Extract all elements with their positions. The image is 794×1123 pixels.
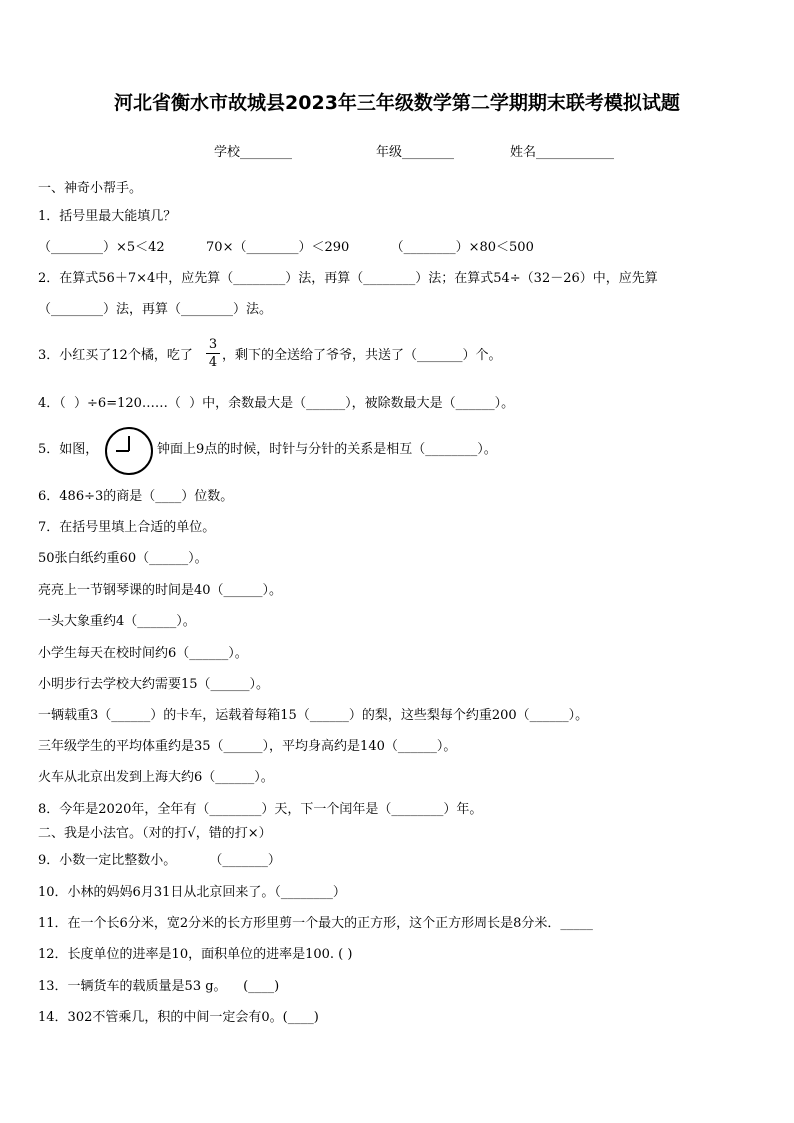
question-1: 1．括号里最大能填几？ [38, 209, 177, 224]
question-4: 4．（ ）÷6=120……（ ）中，余数最大是（______），被除数最大是（______）。 [38, 396, 515, 411]
fraction-bar [206, 353, 220, 354]
question-7-item-a: 50张白纸约重60（______）。 [38, 551, 208, 566]
question-7-item-f: 一辆载重3（______）的卡车，运载着每箱15（______）的梨，这些梨每个约重200（______）。 [38, 708, 589, 723]
fraction-numerator: 3 [208, 337, 218, 352]
question-11: 11．在一个长6分米，宽2分米的长方形里剪一个最大的正方形，这个正方形周长是8分米．_____ [38, 916, 593, 931]
clock-icon [105, 427, 153, 475]
fraction-denominator: 4 [208, 355, 218, 370]
fraction-three-quarters [206, 337, 220, 370]
grade-field: 年级________ [376, 145, 455, 160]
question-7: 7．在括号里填上合适的单位。 [38, 520, 216, 535]
question-3-suffix: ，剩下的全送给了爷爷，共送了（_______）个。 [222, 348, 502, 363]
clock-hands [107, 429, 151, 473]
question-7-item-e: 小明步行去学校大约需要15（______）。 [38, 677, 270, 692]
question-9: 9．小数一定比整数小。 （_______） [38, 853, 281, 868]
question-6: 6．486÷3的商是（____）位数。 [38, 489, 234, 504]
question-14: 14．302不管乘几，积的中间一定会有0。(____) [38, 1010, 319, 1025]
question-2-line-2: （________）法，再算（________）法。 [38, 302, 273, 317]
question-3-prefix: 3．小红买了12个橘，吃了 [38, 348, 193, 363]
question-7-item-d: 小学生每天在校时间约6（______）。 [38, 646, 248, 661]
question-12: 12．长度单位的进率是10，面积单位的进率是100. ( ) [38, 947, 353, 962]
question-7-item-g: 三年级学生的平均体重约是35（______），平均身高约是140（______）。 [38, 739, 457, 754]
name-field: 姓名____________ [510, 145, 615, 160]
question-1-blanks: （________）×5＜42 70×（________）＜290 （________）×80＜500 [38, 240, 534, 255]
section-2-heading: 二、我是小法官。（对的打√，错的打×） [38, 826, 272, 841]
page-title: 河北省衡水市故城县2023年三年级数学第二学期期末联考模拟试题 [114, 92, 680, 114]
question-7-item-c: 一头大象重约4（______）。 [38, 614, 196, 629]
question-2-line-1: 2．在算式56＋7×4中，应先算（________）法，再算（________）法；在算式54÷（32－26）中，应先算 [38, 271, 658, 286]
question-5-prefix: 5．如图， [38, 442, 99, 457]
question-10: 10．小林的妈妈6月31日从北京回来了。（________） [38, 885, 346, 900]
school-field: 学校________ [214, 145, 293, 160]
question-7-item-b: 亮亮上一节钢琴课的时间是40（______）。 [38, 583, 283, 598]
question-13: 13．一辆货车的载质量是53 g。 (____) [38, 979, 280, 994]
section-1-heading: 一、神奇小帮手。 [38, 181, 143, 196]
question-7-item-h: 火车从北京出发到上海大约6（______）。 [38, 770, 274, 785]
question-5-suffix: 钟面上9点的时候，时针与分针的关系是相互（________）。 [157, 442, 497, 457]
question-8: 8．今年是2020年，全年有（________）天，下一个闰年是（________）年。 [38, 802, 483, 817]
